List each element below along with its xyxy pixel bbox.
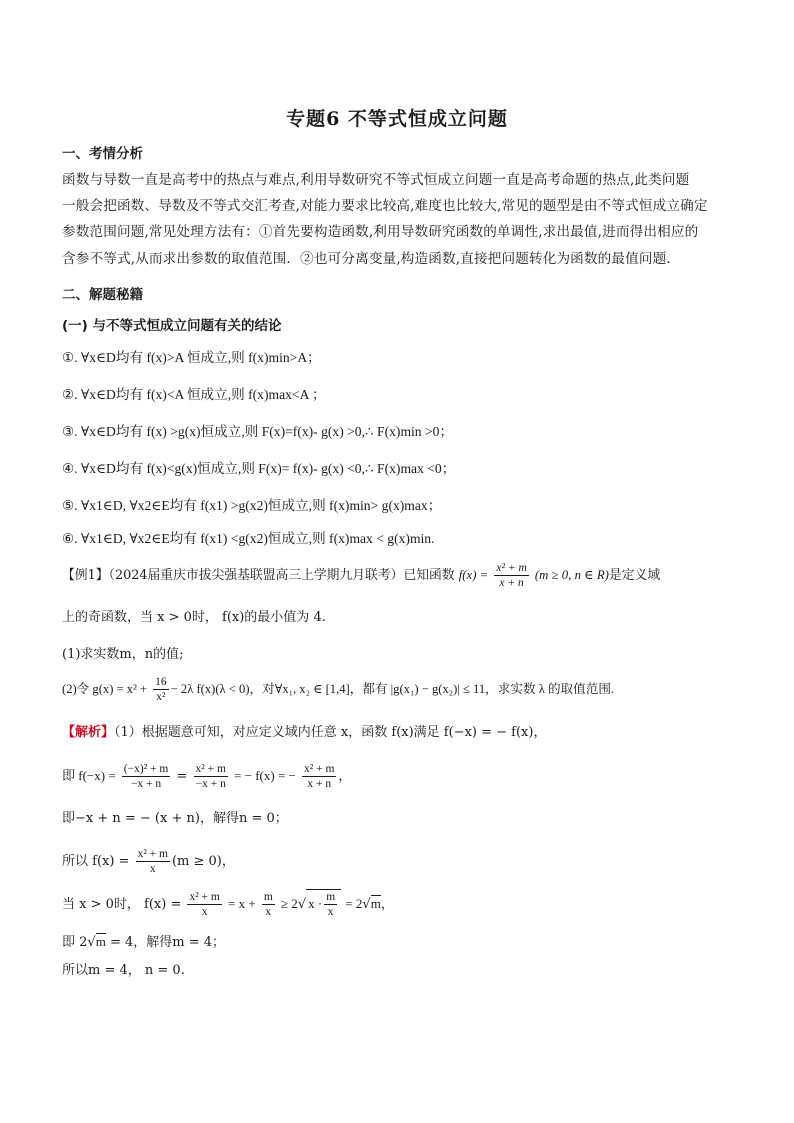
formula: (m ≥ 0)， [171, 854, 235, 869]
formula: = [176, 769, 188, 784]
condition: (m ≥ 0, n ∈ R) [534, 568, 609, 582]
formula: = 2 [345, 896, 363, 911]
conclusion-3: ③. ∀x∈D均有 f(x) >g(x)恒成立,则 F(x)=f(x)- g(x) >0,∴ F(x)min >0； [62, 424, 454, 439]
paragraph-line: 函数与导数一直是高考中的热点与难点,利用导数研究不等式恒成立问题一直是高考命题的热点,此类问题 [62, 172, 690, 188]
fraction [302, 762, 336, 791]
numerator: x² + m [195, 763, 226, 775]
conclusion-4: ④. ∀x∈D均有 f(x)<g(x)恒成立,则 F(x)= f(x)- g(x) <0,∴ F(x)max <0； [62, 461, 456, 476]
solution-line-6 [62, 933, 742, 952]
conclusion-1: ①. ∀x∈D均有 f(x)>A 恒成立,则 f(x)min>A； [62, 350, 321, 365]
fraction [136, 847, 170, 876]
numerator: (−x)² + m [123, 763, 169, 775]
paragraph-line: 含参不等式,从而求出参数的取值范围．②也可分离变量,构造函数,直接把问题转化为函数的最值问题． [62, 251, 681, 267]
fraction [194, 762, 228, 791]
fraction [187, 890, 221, 919]
solution-line-3: 即−x + n = − (x + n)，解得n = 0； [62, 811, 288, 826]
solution-tag: 【解析】 [62, 725, 115, 740]
example-source: （2024届重庆市拔尖强基联盟高三上学期九月联考） [108, 568, 404, 583]
solution-line-1 [62, 724, 742, 742]
denominator: x² [156, 691, 166, 703]
example-stem-text: 已知函数 [403, 568, 455, 583]
formula: 当 x > 0时， f(x) = [62, 897, 182, 912]
question-1: (1)求实数m，n的值; [62, 647, 184, 662]
sqrt-symbol: √ [87, 935, 96, 950]
formula: = x + [228, 896, 256, 911]
example-tag: 【例1】 [62, 568, 109, 583]
formula: x · [308, 896, 323, 911]
numerator: 16 [155, 676, 167, 688]
conclusion-6: ⑥. ∀x1∈D, ∀x2∈E均有 f(x1) <g(x2)恒成立,则 f(x)max < g(x)min. [62, 531, 435, 546]
example-stem-text: 是定义域 [608, 568, 661, 583]
paragraph-line: 参数范围问题,常见处理方法有：①首先要构造函数,利用导数研究函数的单调性,求出最值,进而得出相应的 [62, 224, 699, 240]
formula: = 4，解得m = 4； [109, 935, 226, 950]
fraction [122, 762, 171, 791]
fraction [153, 675, 169, 704]
solution-line-2 [62, 762, 742, 791]
formula: 即 2 [62, 935, 88, 950]
formula: f(x) = [458, 568, 489, 582]
section-heading-tips: 二、解题秘籍 [62, 287, 143, 303]
numerator: x² + m [137, 848, 168, 860]
conclusion-2: ②. ∀x∈D均有 f(x)<A 恒成立,则 f(x)max<A ； [62, 387, 326, 402]
page-title: 专题6 不等式恒成立问题 [286, 108, 508, 130]
solution-line-7: 所以m = 4， n = 0. [62, 963, 185, 978]
denominator: −x + n [195, 778, 226, 790]
numerator: m [263, 891, 273, 903]
formula: 所以 f(x) = [62, 854, 130, 869]
radicand: m [370, 896, 381, 911]
radicand: m [95, 934, 106, 949]
example-stem [62, 561, 742, 590]
question-2 [62, 675, 742, 704]
denominator: x + n [499, 577, 524, 589]
radicand [306, 889, 341, 919]
formula: = − f(x) = − [234, 768, 296, 783]
section-heading-analysis: 一、考情分析 [62, 146, 143, 162]
example-stem-line2: 上的奇函数，当 x > 0时， f(x)的最小值为 4. [62, 610, 326, 625]
formula: ， [380, 897, 394, 912]
paragraph-line: 一般会把函数、导数及不等式交汇考查,对能力要求比较高,难度也比较大,常见的题型是由不等式恒成立确定 [62, 198, 708, 214]
formula: ≥ 2 [280, 896, 298, 911]
denominator: −x + n [130, 778, 162, 790]
denominator: x + n [307, 778, 332, 790]
solution-text: （1）根据题意可知，对应定义域内任意 x，函数 f(x)满足 f(−x) = − f(x)， [114, 725, 547, 740]
fraction [324, 890, 337, 919]
formula: ， [338, 769, 352, 784]
denominator: x [201, 906, 208, 918]
denominator: x [327, 906, 334, 918]
numerator: m [326, 891, 336, 903]
formula: (2)令 g(x) = x² + [62, 682, 148, 696]
formula: − 2λ f(x)(λ < 0)，对∀x₁, x₂ ∈ [1,4]，都有 |g(x₁) − g(x₂)| ≤ 11，求实数 λ 的取值范围. [170, 682, 615, 696]
numerator: x² + m [496, 562, 527, 574]
solution-line-4 [62, 847, 742, 876]
subsection-heading: (一) 与不等式恒成立问题有关的结论 [62, 318, 282, 334]
sqrt-symbol: √ [362, 897, 371, 912]
solution-line-5 [62, 889, 742, 919]
fraction [494, 561, 528, 590]
formula: 即 f(−x) = [62, 768, 116, 783]
numerator: x² + m [304, 763, 335, 775]
denominator: x [265, 906, 272, 918]
conclusion-5: ⑤. ∀x1∈D, ∀x2∈E均有 f(x1) >g(x2)恒成立,则 f(x)min> g(x)max； [62, 498, 442, 513]
numerator: x² + m [189, 891, 220, 903]
fraction [262, 890, 275, 919]
denominator: x [149, 863, 156, 875]
sqrt-symbol: √ [297, 897, 307, 912]
